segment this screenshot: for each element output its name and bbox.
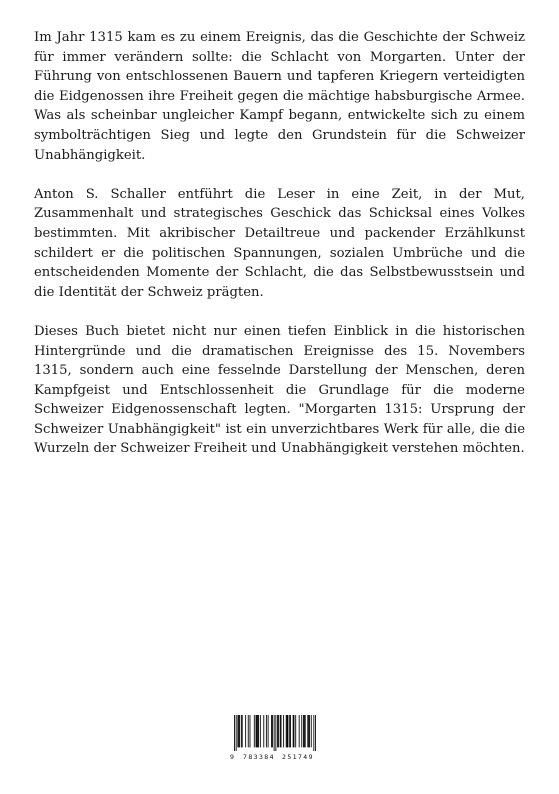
barcode-bar [234, 715, 235, 751]
barcode-first-digit: 9 [230, 753, 234, 761]
barcode-bar [280, 715, 281, 747]
barcode-bar [241, 715, 242, 747]
barcode-bar [260, 715, 261, 747]
barcode-bar [295, 715, 296, 747]
barcode-bar [293, 715, 294, 747]
barcode-bar [256, 715, 257, 747]
barcode-digits [230, 752, 320, 762]
barcode-bar [299, 715, 300, 747]
barcode-bar [256, 715, 257, 747]
barcode-bar [294, 715, 295, 747]
barcode-right-group: 251749 [282, 753, 314, 761]
barcode-bar [311, 715, 312, 747]
barcode-bar [275, 715, 276, 751]
blurb-paragraph-1: Im Jahr 1315 kam es zu einem Ereignis, das die Geschichte der Schweiz für immer verändern sollte: die Schlacht von Morgarten. Unter der Führung von entschlossenen Bauern und tapferen Kriegern verteidigten die Eidgenossen ihre Freiheit gegen die mächtige habsburgische Armee. Was als scheinbar ungleicher Kampf begann, entwickelte sich zu einem symbolträchtigen Sieg und legte den Grundstein für die Schweizer Unabhängigkeit. [34, 30, 525, 163]
barcode-bar [245, 715, 246, 747]
barcode-bar [266, 715, 267, 747]
barcode-bar [304, 715, 305, 747]
barcode-bar [272, 715, 273, 747]
barcode-bar [258, 715, 259, 747]
barcode-bar [242, 715, 243, 747]
barcode-bar [301, 715, 302, 747]
barcode-bar [236, 715, 237, 751]
barcode-bar [237, 715, 238, 747]
barcode-left-group: 783384 [243, 753, 275, 761]
barcode-bar [308, 715, 309, 747]
barcode-bar [257, 715, 258, 747]
barcode-bar [309, 715, 310, 747]
barcode-bar [239, 715, 240, 747]
barcode-bar [281, 715, 282, 747]
barcode-bar [268, 715, 269, 747]
barcode-bar [305, 715, 306, 747]
barcode-bar [287, 715, 288, 747]
barcode-bar [286, 715, 287, 747]
barcode-bar [303, 715, 304, 747]
barcode-bar [313, 715, 314, 751]
barcode-bar [315, 715, 316, 751]
barcode-bar [288, 715, 289, 747]
barcode-bar [283, 715, 284, 747]
barcode-bar [289, 715, 290, 747]
barcode-bars [234, 715, 316, 751]
barcode-bar [274, 715, 275, 751]
blurb-paragraph-3: Dieses Buch bietet nicht nur einen tiefen Einblick in die historischen Hintergründe und die dramatischen Ereignisse des 15. Novembers 1315, sondern auch eine fesselnde Darstellung der Menschen, deren Kampfgeist und Entschlossenheit die Grundlage für die moderne Schweizer Eidgenossenschaft legten. "Morgarten 1315: Ursprung der Schweizer Unabhängigkeit" ist ein unverzichtbares Werk für alle, die die Wurzeln der Schweizer Freiheit und Unabhängigkeit verstehen möchten. [34, 323, 525, 457]
isbn-barcode [230, 713, 320, 763]
barcode-bar [238, 715, 239, 747]
barcode-bar [248, 715, 249, 747]
blurb-text [34, 28, 525, 479]
barcode-bar [307, 715, 308, 747]
barcode-bar [263, 715, 264, 747]
barcode-bar [254, 715, 255, 747]
barcode-bar [250, 715, 251, 747]
barcode-bar [277, 715, 278, 747]
barcode-bar [271, 715, 272, 747]
blurb-paragraph-2: Anton S. Schaller entführt die Leser in eine Zeit, in der Mut, Zusammenhalt und strategisches Geschick das Schicksal eines Volkes bestimmten. Mit akribischer Detailtreue und packender Erzählkunst schildert er die politischen Spannungen, sozialen Umbrüche und die entscheidenden Momente der Schlacht, die das Selbstbewusstsein und die Identität der Schweiz prägten. [34, 186, 525, 300]
barcode-bar [278, 715, 279, 747]
barcode-bar [290, 715, 291, 747]
